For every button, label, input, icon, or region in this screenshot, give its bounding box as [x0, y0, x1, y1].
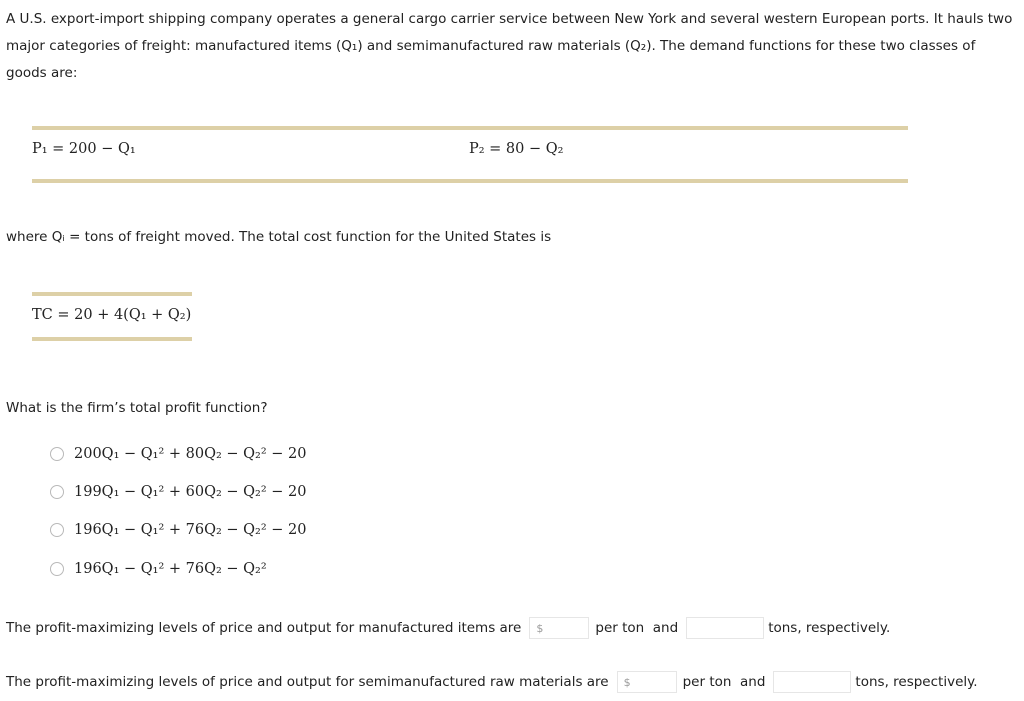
option-2-radio[interactable]	[50, 485, 64, 499]
cost-table-top-rule	[32, 292, 192, 296]
cost-table-bottom-rule	[32, 337, 192, 341]
answer-row-2-tail: tons, respectively.	[855, 674, 978, 690]
option-4-radio[interactable]	[50, 562, 64, 576]
answer-row-manufactured	[6, 617, 890, 639]
currency-symbol: $	[623, 675, 631, 689]
answer-row-1-tail: tons, respectively.	[768, 620, 891, 636]
output-input-manufactured[interactable]	[686, 617, 764, 639]
cost-equation: TC = 20 + 4(Q₁ + Q₂)	[32, 307, 192, 323]
demand-equation-1: P₁ = 200 − Q₁	[32, 141, 136, 157]
demand-table-bottom-rule	[32, 179, 908, 183]
answer-row-2-lead: The profit-maximizing levels of price and output for semimanufactured raw materials are	[6, 674, 609, 690]
answer-row-1-mid: per ton and	[595, 620, 679, 636]
answer-row-1-lead: The profit-maximizing levels of price and output for manufactured items are	[6, 620, 522, 636]
output-input-semimanufactured[interactable]	[773, 671, 851, 693]
option-1[interactable]	[50, 443, 306, 465]
demand-equation-2: P₂ = 80 − Q₂	[469, 141, 564, 157]
option-3[interactable]	[50, 519, 306, 541]
demand-table-top-rule	[32, 126, 908, 130]
option-3-radio[interactable]	[50, 523, 64, 537]
price-input-manufactured[interactable]	[529, 617, 589, 639]
option-2[interactable]	[50, 481, 306, 503]
option-1-radio[interactable]	[50, 447, 64, 461]
answer-row-semimanufactured	[6, 671, 977, 693]
option-4[interactable]	[50, 558, 267, 580]
option-4-label[interactable]: 196Q₁ − Q₁² + 76Q₂ − Q₂²	[74, 561, 267, 577]
currency-symbol: $	[536, 621, 544, 635]
where-text: where Qᵢ = tons of freight moved. The total cost function for the United States is	[6, 229, 552, 245]
option-3-label[interactable]: 196Q₁ − Q₁² + 76Q₂ − Q₂² − 20	[74, 522, 307, 538]
problem-intro: A U.S. export-import shipping company operates a general cargo carrier service between New York and several western European ports. It hauls two major categories of freight: manufactured items (Q₁) and semimanufactured raw materials (Q₂). The demand functions for these two classes of goods are:	[6, 11, 1013, 81]
question-prompt: What is the firm’s total profit function?	[6, 400, 268, 416]
option-2-label[interactable]: 199Q₁ − Q₁² + 60Q₂ − Q₂² − 20	[74, 484, 307, 500]
option-1-label[interactable]: 200Q₁ − Q₁² + 80Q₂ − Q₂² − 20	[74, 446, 307, 462]
price-input-semimanufactured[interactable]	[617, 671, 677, 693]
answer-row-2-mid: per ton and	[682, 674, 766, 690]
